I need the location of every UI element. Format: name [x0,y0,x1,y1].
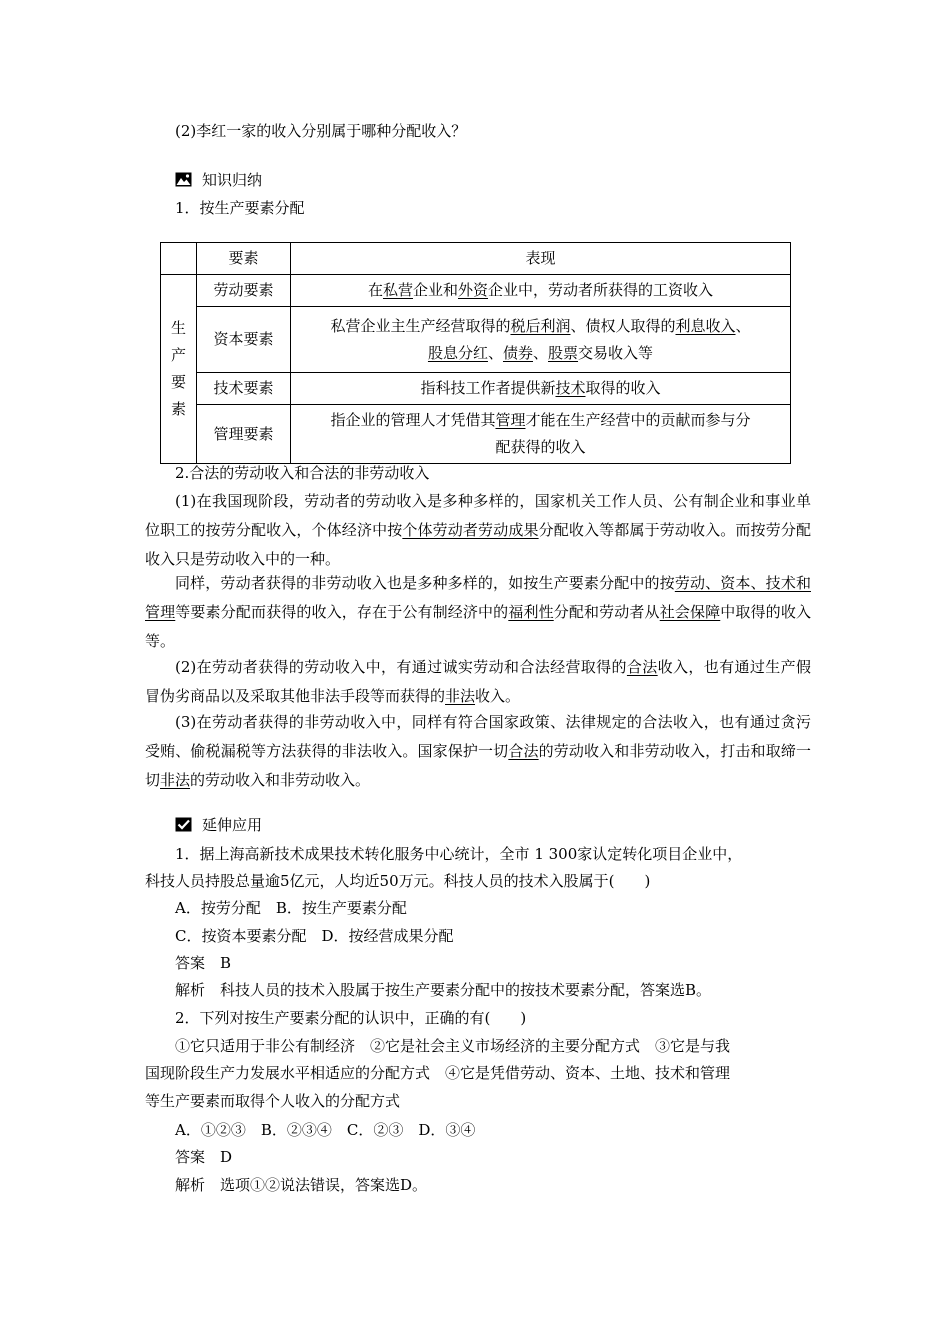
underlined-term: 税后利润 [510,316,571,335]
knowledge-sub1: 1．按生产要素分配 [175,199,305,217]
group-label-char: 素 [170,400,186,418]
factor-table-header-desc: 表现 [291,243,791,275]
q2-answer: 答案 D [175,1148,233,1166]
table-row [161,275,791,307]
paragraph-1: (1)在我国现阶段，劳动者的劳动收入是多种多样的，国家机关工作人员、公有制企业和事业单位职工的按劳分配收入，个体经济中按个体劳动者劳动成果分配收入等都属于劳动收入。而按劳分配收入只是劳动收入中的一种。 [145,492,811,568]
underlined-term: 管理 [495,411,526,429]
q2-analysis: 解析 选项①②说法错误，答案选D。 [175,1176,428,1194]
underlined-term: 非法 [160,771,191,789]
factor-table-corner [161,243,197,275]
underlined-term: 技术 [555,379,586,397]
factor-table [160,242,791,464]
underlined-term: 利息收入 [675,316,736,335]
q1-options-ab: A．按劳分配 B．按生产要素分配 [175,899,407,917]
table-row [161,405,791,464]
underlined-term: 非法 [445,687,476,705]
underlined-term: 合法 [626,658,658,676]
underlined-term: 股息分红 [427,343,488,362]
group-label-char: 产 [170,346,186,364]
knowledge-summary-icon [175,172,192,187]
paragraph-4: (3)在劳动者获得的非劳动收入中，同样有符合国家政策、法律规定的合法收入，也有通过贪污受贿、偷税漏税等方法获得的非法收入。国家保护一切合法的劳动收入和非劳动收入，打击和取缔一切非法的劳动收入和非劳动收入。 [145,713,811,789]
q1-options-cd: C．按资本要素分配 D．按经营成果分配 [175,927,454,945]
q2-line3: 国现阶段生产力发展水平相适应的分配方式 ④它是凭借劳动、资本、土地、技术和管理 [145,1064,731,1082]
q2-line4: 等生产要素而取得个人收入的分配方式 [145,1092,401,1110]
underlined-term: 债券 [502,343,533,362]
group-label-char: 生 [170,319,186,337]
q1-line2: 科技人员持股总量逾5亿元，人均近50万元。科技人员的技术入股属于( ) [145,872,651,890]
table-row [161,307,791,373]
question-2: (2)李红一家的收入分别属于哪种分配收入？ [175,122,467,140]
application-heading [175,815,262,835]
underlined-term: 福利性 [508,603,554,621]
factor-table-header-row [161,243,791,275]
underlined-term: 外资 [458,281,489,299]
underlined-term: 社会保障 [659,603,721,621]
factor-desc: 私营企业主生产经营取得的税后利润、债权人取得的利息收入、 股息分红、债券、股票交易收入等 [291,307,791,373]
factor-desc: 指科技工作者提供新技术取得的收入 [291,373,791,405]
factor-group-label [161,275,197,464]
underlined-term: 股票 [548,343,579,362]
knowledge-heading-text: 知识归纳 [202,171,263,189]
factor-name: 技术要素 [197,373,291,405]
factor-name: 劳动要素 [197,275,291,307]
factor-name: 资本要素 [197,307,291,373]
table-row [161,373,791,405]
factor-desc: 在私营企业和外资企业中，劳动者所获得的工资收入 [291,275,791,307]
q1-answer: 答案 B [175,954,232,972]
factor-table-header-factor: 要素 [197,243,291,275]
q2-options: A．①②③ B．②③④ C．②③ D．③④ [175,1121,476,1139]
paragraph-3: (2)在劳动者获得的劳动收入中，有通过诚实劳动和合法经营取得的合法收入，也有通过生产假冒伪劣商品以及采取其他非法手段等而获得的非法收入。 [145,658,811,705]
paragraph-2: 同样，劳动者获得的非劳动收入也是多种多样的，如按生产要素分配中的按劳动、资本、技术和管理等要素分配而获得的收入，存在于公有制经济中的福利性分配和劳动者从社会保障中取得的收入等。 [145,574,811,650]
factor-name: 管理要素 [197,405,291,464]
group-label-char: 要 [170,373,186,391]
underlined-term: 劳动、资本、技术和管理 [145,574,811,621]
knowledge-sub2: 2.合法的劳动收入和合法的非劳动收入 [175,464,430,482]
knowledge-heading [175,170,262,190]
checkbox-icon [175,817,192,832]
underlined-term: 个体劳动者劳动成果 [402,521,539,539]
factor-desc: 指企业的管理人才凭借其管理才能在生产经营中的贡献而参与分 配获得的收入 [291,405,791,464]
q1-analysis: 解析 科技人员的技术入股属于按生产要素分配中的按技术要素分配，答案选B。 [175,981,712,999]
q1-line1: 1．据上海高新技术成果技术转化服务中心统计，全市 1 300家认定转化项目企业中， [175,845,743,863]
q2-line2: ①它只适用于非公有制经济 ②它是社会主义市场经济的主要分配方式 ③它是与我 [175,1037,731,1055]
q2-line1: 2．下列对按生产要素分配的认识中，正确的有( ) [175,1009,527,1027]
application-heading-text: 延伸应用 [202,816,263,834]
underlined-term: 合法 [508,742,539,760]
underlined-term: 私营 [382,281,413,299]
